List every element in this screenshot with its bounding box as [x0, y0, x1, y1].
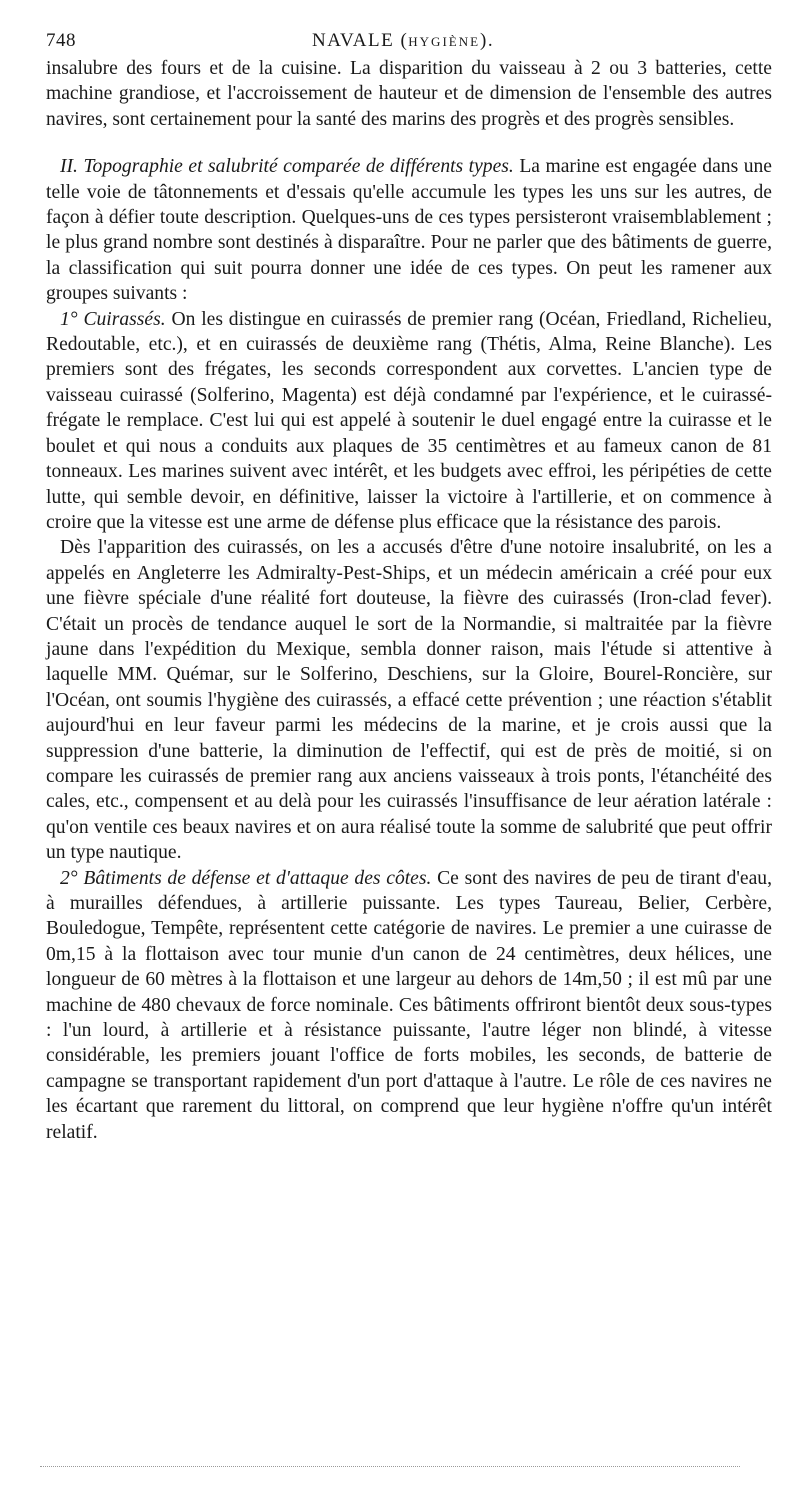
running-title-end: ).	[480, 30, 495, 51]
paragraph-continuation	[46, 56, 772, 132]
running-title	[312, 30, 494, 52]
paragraph-insalubrite	[46, 535, 772, 865]
page	[46, 22, 772, 1145]
running-head	[46, 22, 772, 56]
paragraph-cuirasses	[46, 307, 772, 536]
cuirasses-text: On les distingue en cuirassés de premier rang (Océan, Friedland, Richelieu, Redoutable, etc.), et en cuirassés de deuxième rang (Thétis, Alma, Reine Blanche). Les premiers sont des frégates, les seconds correspondent aux corvettes. L'ancien type de vaisseau cuirassé (Solferino, Magenta) est déjà condamné par l'expérience, et le cuirassé-frégate le remplace. C'est lui qui est appelé à soutenir le duel engagé entre la cuirasse et le boulet et qui nous a conduits aux plaques de 35 centimètres et au fameux canon de 81 tonneaux. Les marines suivent avec intérêt, et les budgets avec effroi, les péripéties de cette lutte, qui semble devoir, en définitive, laisser la victoire à l'artillerie, et on commence à croire que la vitesse est une arme de défense plus efficace que la résistance des parois.	[46, 308, 773, 533]
batiments-cotes-label: 2° Bâtiments de défense et d'attaque des côtes.	[60, 867, 432, 889]
cuirasses-label: 1° Cuirassés.	[60, 308, 166, 330]
paragraph-batiments-cotes	[46, 866, 772, 1145]
batiments-cotes-text: Ce sont des navires de peu de tirant d'eau, à murailles défendues, à artillerie puissante. Les types Taureau, Belier, Cerbère, Bouledogue, Tempête, représentent cette catégorie de navires. Le premier a une cuirasse de 0m,15 à la flottaison avec tour munie d'un canon de 24 centimètres, deux hélices, une longueur de 60 mètres à la flottaison et une largeur au dehors de 14m,50 ; il est mû par une machine de 480 chevaux de force nominale. Ces bâtiments offriront bientôt deux sous-types : l'un lourd, à artillerie et à résistance puissante, l'autre léger non blindé, à vitesse considérable, les premiers jouant l'office de forts mobiles, les seconds, de batterie de campagne se transportant rapidement d'un port d'attaque à l'autre. Le rôle de ces navires ne les écartant que rarement du littoral, on comprend que leur hygiène n'offre qu'un intérêt relatif.	[46, 867, 772, 1143]
running-title-main: NAVALE (	[312, 30, 409, 51]
section-gap	[46, 132, 772, 154]
section-ii-text: La marine est engagée dans une telle voie de tâtonnements et d'essais qu'elle accumule les types les uns sur les autres, de façon à défier toute description. Quelques-uns de ces types persisteront vraisemblablement ; le plus grand nombre sont destinés à disparaître. Pour ne parler que des bâtiments de guerre, la classification qui suit pourra donner une idée de ces types. On peut les ramener aux groupes suivants :	[46, 156, 772, 305]
section-ii-heading: II. Topographie et salubrité comparée de différents types.	[60, 156, 514, 178]
running-title-small: HYGIÈNE	[408, 34, 481, 49]
insalubrite-text: Dès l'apparition des cuirassés, on les a accusés d'être d'une notoire insalubrité, on les a appelés en Angleterre les Admiralty-Pest-Ships, et un médecin américain a créé pour eux une fièvre spéciale d'une réalité fort douteuse, la fièvre des cuirassés (Iron-clad fever). C'était un procès de tendance auquel le sort de la Normandie, si maltraitée par la fièvre jaune dans l'expédition du Mexique, sembla donner raison, mais l'étude si attentive à laquelle MM. Quémar, sur le Solferino, Deschiens, sur la Gloire, Bourel-Roncière, sur l'Océan, ont soumis l'hygiène des cuirassés, a effacé cette prévention ; une réaction s'établit aujourd'hui en leur faveur parmi les médecins de la marine, et je crois aussi que la suppression d'une batterie, la diminution de l'effectif, qui est de près de moitié, si on compare les cuirassés de premier rang aux anciens vaisseaux à trois ponts, l'étanchéité des cales, etc., compensent et au delà pour les cuirassés l'insuffisance de leur aération latérale : qu'on ventile ces beaux navires et on aura réalisé toute la somme de salubrité que peut offrir un type nautique.	[46, 537, 772, 864]
paragraph-section-ii	[46, 154, 772, 306]
page-number: 748	[46, 30, 76, 51]
bottom-dotted-rule	[40, 1466, 740, 1467]
paragraph-continuation-text: insalubre des fours et de la cuisine. La disparition du vaisseau à 2 ou 3 batteries, cette machine grandiose, et l'accroissement de hauteur et de dimension de l'ensemble des autres navires, sont certainement pour la santé des marins des progrès et des progrès sensibles.	[46, 58, 772, 130]
